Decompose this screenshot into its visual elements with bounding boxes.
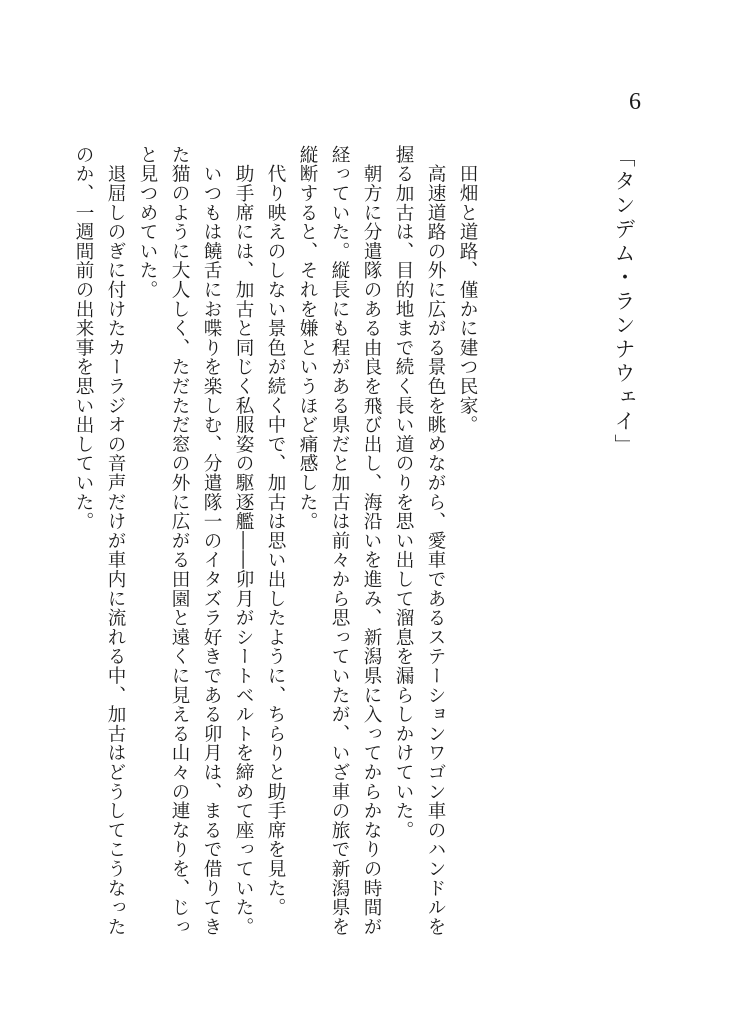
text-line: のか、一週間前の出来事を思い出していた。: [73, 145, 94, 531]
text-line: 高速道路の外に広がる景色を眺めながら、愛車であるステーションワゴン車のハンドルを: [425, 145, 446, 937]
text-line: 縦断すると、それを嫌というほど痛感した。: [297, 145, 318, 531]
text-line: 田畑と道路、僅かに建つ民家。: [457, 145, 478, 435]
body-text: [67, 145, 483, 937]
text-line: と見つめていた。: [137, 145, 158, 300]
text-line: いつもは饒舌にお喋りを楽しむ、分遣隊一のイタズラ好きである卯月は、まるで借りてき: [201, 145, 222, 937]
text-line: 経っていた。縦長にも程がある県だと加古は前々から思っていたが、いざ車の旅で新潟県を: [329, 145, 350, 937]
page-number: 6: [629, 89, 641, 115]
text-line: た猫のように大人しく、ただただ窓の外に広がる田園と遠くに見える山々の連なりを、じっ: [169, 145, 190, 937]
text-line: 握る加古は、目的地まで続く長い道のりを思い出して溜息を漏らしかけていた。: [393, 145, 414, 840]
text-line: 朝方に分遣隊のある由良を飛び出し、海沿いを進み、新潟県に入ってからかなりの時間が: [361, 145, 382, 937]
text-line: 代り映えのしない景色が続く中で、加古は思い出したように、ちらりと助手席を見た。: [265, 145, 286, 917]
text-line: 助手席には、加古と同じく私服姿の駆逐艦――卯月がシートベルトを締めて座っていた。: [233, 145, 254, 937]
text-line: 退屈しのぎに付けたカーラジオの音声だけが車内に流れる中、加古はどうしてこうなった: [105, 145, 126, 937]
chapter-title: 「タンデム・ランナウェイ」: [612, 146, 636, 458]
